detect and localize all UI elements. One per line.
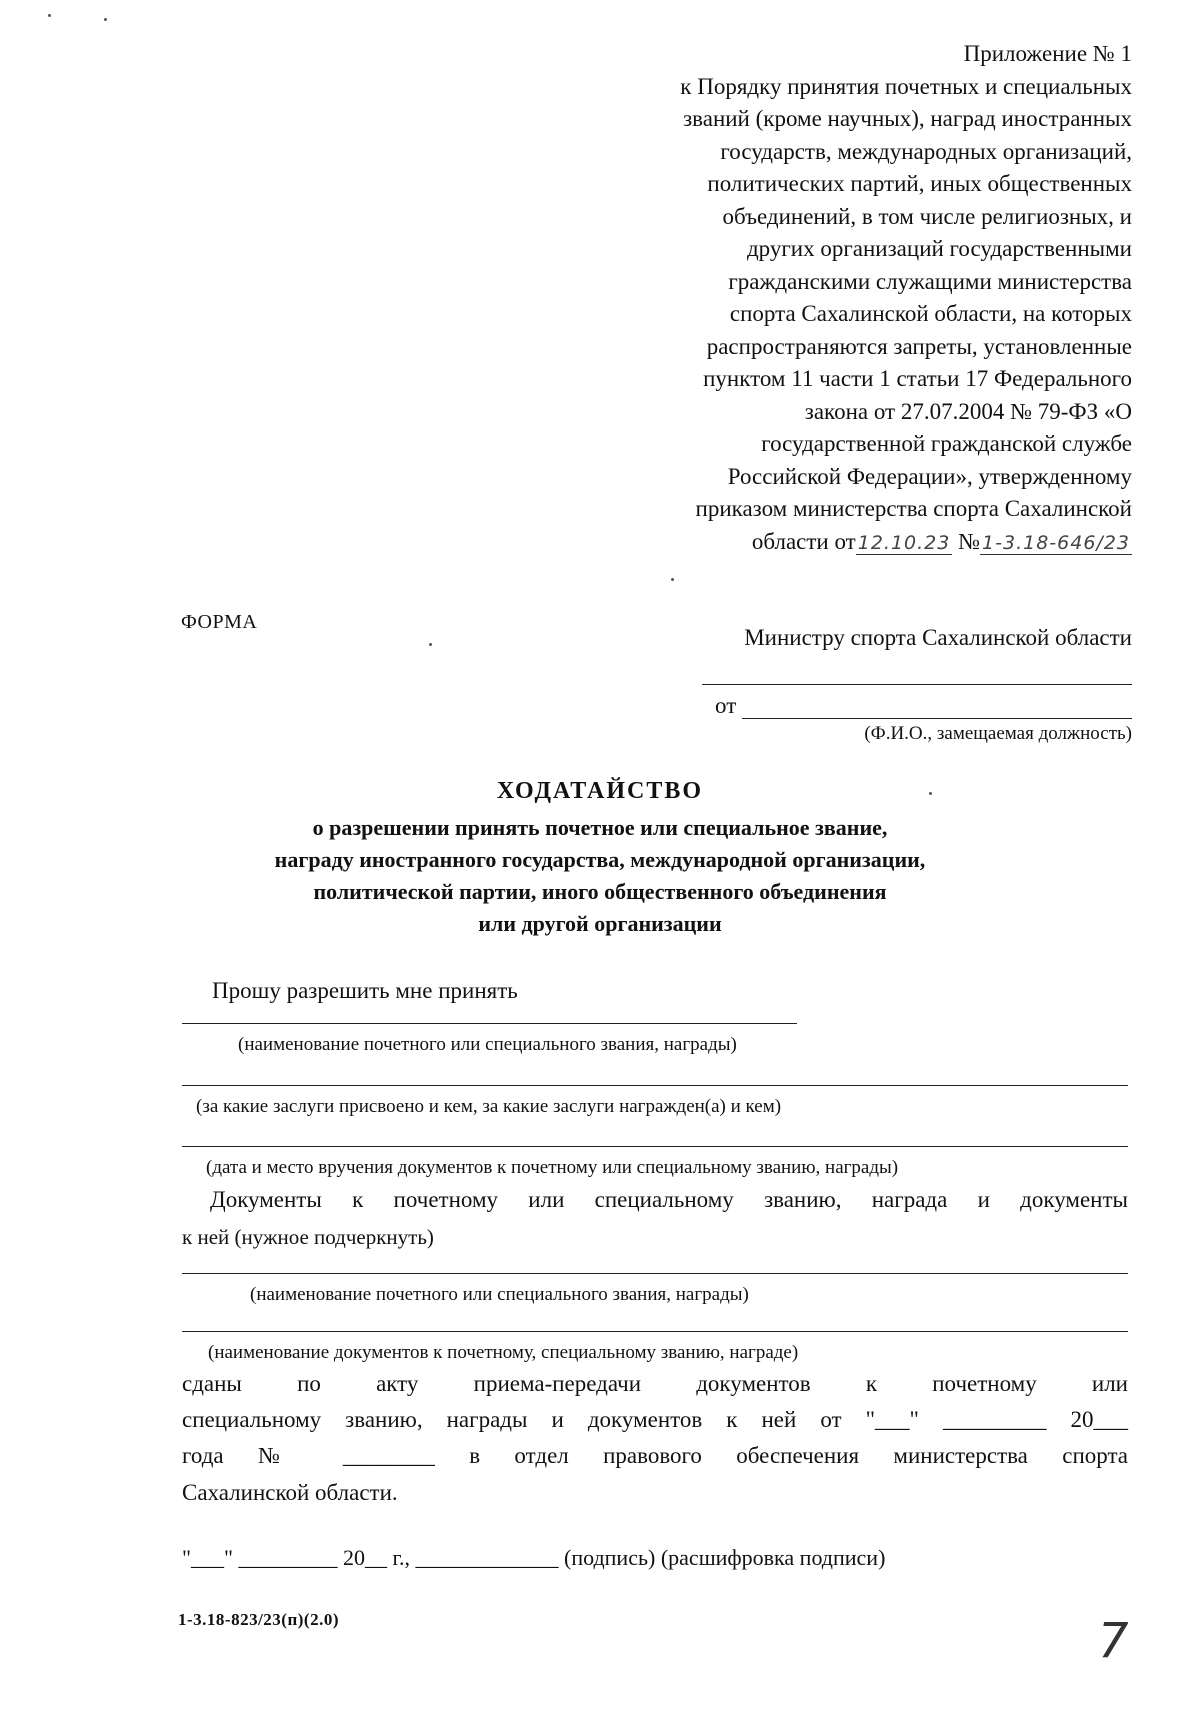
appendix-line: Приложение № 1 xyxy=(963,41,1132,66)
appendix-order-line xyxy=(500,526,1132,560)
documents-name-caption: (наименование документов к почетному, специальному званию, награде) xyxy=(208,1342,799,1363)
addressee-caption: (Ф.И.О., замещаемая должность) xyxy=(864,723,1132,744)
award-name-field[interactable] xyxy=(182,1022,797,1024)
appendix-line: закона от 27.07.2004 № 79-ФЗ «О xyxy=(804,398,1132,424)
appendix-line: государств, международных организаций, xyxy=(720,138,1132,164)
number-sign: № xyxy=(958,528,981,554)
appendix-order-prefix: области от xyxy=(751,528,856,554)
appendix-line: других организаций государственными xyxy=(746,236,1132,261)
transfer-line: Сахалинской области. xyxy=(182,1480,398,1505)
addressee-from-label: от xyxy=(715,693,737,718)
scan-artifact xyxy=(48,14,51,17)
merits-caption: (за какие заслуги присвоено и кем, за какие заслуги награжден(а) и кем) xyxy=(196,1096,782,1117)
award-name-caption: (наименование почетного или специального звания, награды) xyxy=(238,1034,737,1055)
transfer-line: специальному званию, награды и документов к ней от "___" _________ 20___ xyxy=(182,1407,1128,1432)
document-title: ХОДАТАЙСТВО xyxy=(496,778,704,804)
document-subtitle xyxy=(0,812,1200,940)
scan-artifact xyxy=(104,18,107,21)
appendix-line: пунктом 11 части 1 статьи 17 Федерального xyxy=(703,366,1132,391)
appendix-line: приказом министерства спорта Сахалинской xyxy=(695,496,1132,521)
documents-name-field[interactable] xyxy=(182,1330,1128,1332)
transfer-line: года № ________ в отдел правового обеспечения министерства спорта xyxy=(182,1443,1128,1468)
documents-line-2: к ней (нужное подчеркнуть) xyxy=(182,1225,434,1249)
documents-paragraph xyxy=(182,1182,1128,1218)
date-place-caption: (дата и место вручения документов к почетному или специальному званию, награды) xyxy=(206,1157,899,1178)
scan-artifact xyxy=(429,643,432,646)
request-text: Прошу разрешить мне принять xyxy=(212,978,518,1003)
subtitle-line: или другой организации xyxy=(478,911,722,936)
appendix-line: политических партий, иных общественных xyxy=(707,171,1132,196)
handwritten-order-date: 12.10.23 xyxy=(857,531,951,554)
appendix-line: спорта Сахалинской области, на которых xyxy=(729,301,1132,326)
addressee-from-row xyxy=(572,693,1132,719)
handwritten-order-number: 1-3.18-646/23 xyxy=(982,531,1130,554)
addressee-blank-row xyxy=(572,659,1132,687)
subtitle-line: о разрешении принять почетное или специальное звание, xyxy=(312,815,888,840)
appendix-line: распространяются запреты, установленные xyxy=(706,333,1132,359)
subtitle-line: политической партии, иного общественного объединения xyxy=(313,879,887,904)
handwritten-page-number: 7 xyxy=(1098,1613,1129,1669)
appendix-line: Российской Федерации», утвержденному xyxy=(727,463,1132,489)
appendix-line: гражданскими служащими министерства xyxy=(728,268,1132,294)
scan-artifact xyxy=(671,578,674,581)
appendix-line: объединений, в том числе религиозных, и xyxy=(722,203,1132,229)
award-name-field-2[interactable] xyxy=(182,1272,1128,1274)
addressee-recipient: Министру спорта Сахалинской области xyxy=(744,625,1132,650)
transfer-line: сданы по акту приема-передачи документов к почетному или xyxy=(182,1371,1128,1396)
merits-field[interactable] xyxy=(182,1084,1128,1086)
form-label: ФОРМА xyxy=(181,611,258,633)
appendix-line: государственной гражданской службе xyxy=(761,431,1132,456)
addressee-block xyxy=(572,625,1132,745)
transfer-paragraph xyxy=(182,1366,1128,1511)
addressee-from-field[interactable] xyxy=(742,696,1132,719)
date-place-field[interactable] xyxy=(182,1145,1128,1147)
appendix-line: к Порядку принятия почетных и специальных xyxy=(680,73,1132,99)
signature-line[interactable]: "___" _________ 20__ г., _____________ (подпись) (расшифровка подписи) xyxy=(182,1545,886,1570)
appendix-line: званий (кроме научных), наград иностранных xyxy=(683,106,1132,131)
addressee-blank-line[interactable] xyxy=(702,662,1132,685)
documents-line: Документы к почетному или специальному званию, награда и документы xyxy=(210,1187,1128,1212)
award-name-caption-2: (наименование почетного или специального звания, награды) xyxy=(250,1284,749,1305)
document-code: 1-3.18-823/23(п)(2.0) xyxy=(178,1610,339,1629)
appendix-header xyxy=(500,38,1132,559)
subtitle-line: награду иностранного государства, международной организации, xyxy=(274,847,926,872)
